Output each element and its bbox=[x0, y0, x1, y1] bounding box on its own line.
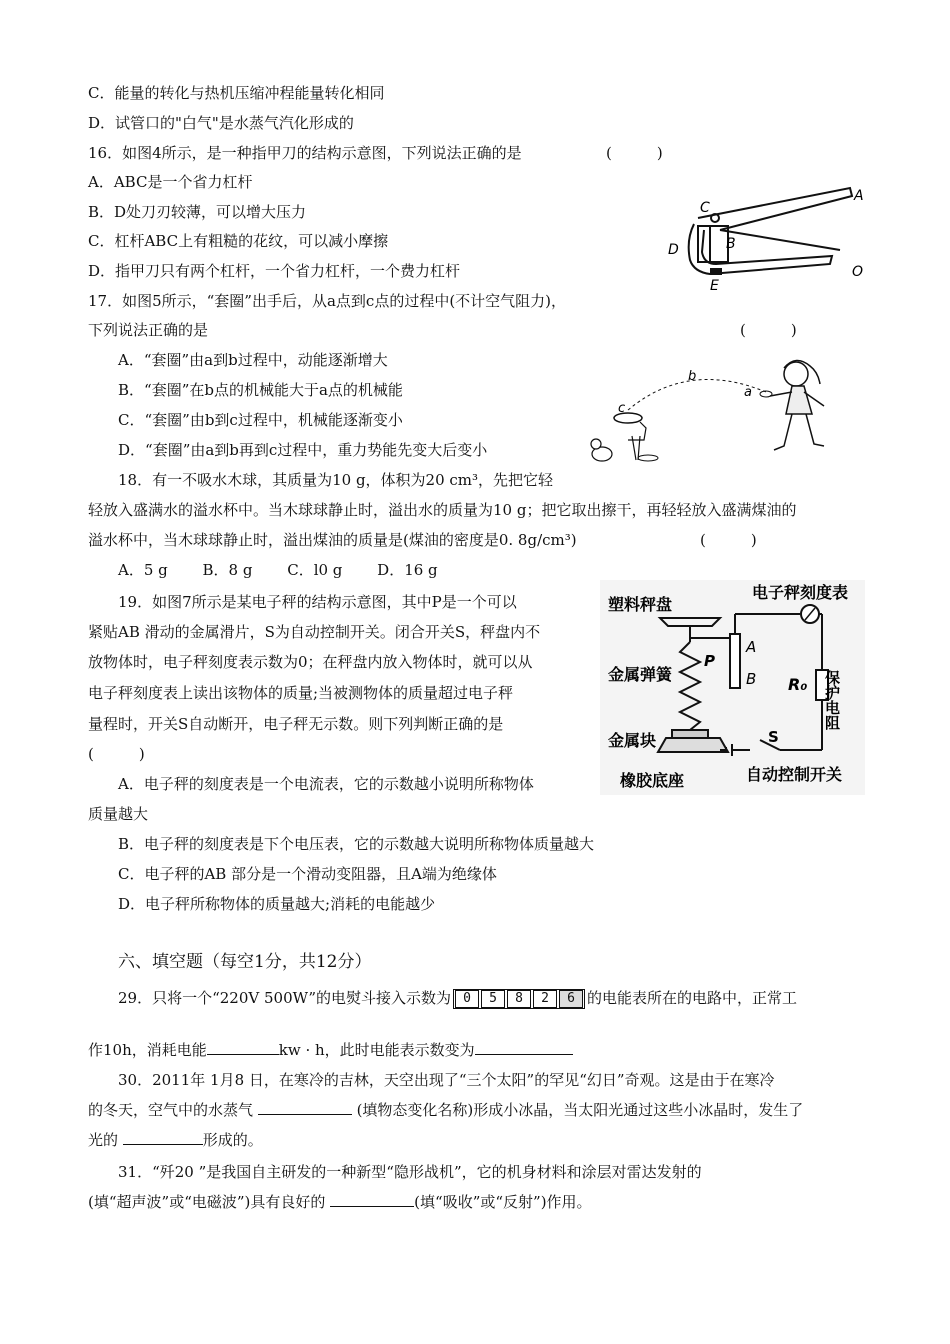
q17-answer-paren: ( ) bbox=[740, 321, 797, 339]
q29-line2-a: 作10h，消耗电能 bbox=[88, 1041, 207, 1059]
q30-line-2 bbox=[88, 1100, 803, 1120]
q29-pre: 29．只将一个“220V 500W”的电熨斗接入示数为 bbox=[118, 989, 451, 1007]
q19-line-5: 量程时，开关S自动断开，电子秤无示数。则下列判断正确的是 bbox=[88, 715, 504, 733]
electronic-scale-figure bbox=[600, 580, 865, 795]
section-6-title: 六、填空题（每空1分，共12分） bbox=[118, 952, 372, 972]
label-scale-meter: 电子秤刻度表 bbox=[752, 583, 849, 602]
q30-line2-a: 的冬天，空气中的水蒸气 bbox=[88, 1101, 254, 1119]
ring-toss-figure bbox=[588, 350, 850, 470]
q17-option-c: C．“套圈”由b到c过程中，机械能逐渐变小 bbox=[118, 411, 403, 429]
q30-line-3 bbox=[88, 1130, 263, 1150]
ring-point-a: a bbox=[744, 385, 752, 400]
nail-clipper-figure bbox=[660, 180, 870, 292]
ring-point-b: b bbox=[688, 369, 697, 384]
q29-line2-b: kw · h，此时电能表示数变为 bbox=[278, 1041, 475, 1059]
q30-blank-state-change[interactable] bbox=[258, 1100, 352, 1115]
q17-stem-2: 下列说法正确的是 bbox=[88, 321, 209, 339]
q19-line-1: 19．如图7所示是某电子秤的结构示意图，其中P是一个可以 bbox=[118, 593, 517, 611]
label-end-b: B bbox=[746, 670, 757, 688]
q16-option-c: C．杠杆ABC上有粗糙的花纹，可以减小摩擦 bbox=[88, 232, 389, 250]
meter-reading bbox=[453, 989, 585, 1009]
q18-options: A．5 g B．8 g C．l0 g D．16 g bbox=[118, 561, 438, 579]
q19-option-a-1: A．电子秤的刻度表是一个电流表，它的示数越小说明所称物体 bbox=[118, 775, 534, 793]
q15-option-c: C．能量的转化与热机压缩冲程能量转化相同 bbox=[88, 84, 385, 102]
clipper-label-e: E bbox=[710, 278, 719, 292]
label-auto-switch: 自动控制开关 bbox=[746, 765, 843, 784]
meter-digit: 6 bbox=[559, 990, 583, 1008]
label-switch-s: S bbox=[768, 728, 779, 746]
q30-line-1: 30．2011年 1月8 日，在寒冷的吉林，天空出现了“三个太阳”的罕见“幻日”奇观。这是由于在寒冷 bbox=[118, 1071, 775, 1089]
meter-digit: 0 bbox=[455, 990, 479, 1008]
q19-line-2: 紧贴AB 滑动的金属滑片，S为自动控制开关。闭合开关S，秤盘内不 bbox=[88, 623, 541, 641]
label-rubber-base: 橡胶底座 bbox=[620, 771, 685, 790]
meter-digit: 5 bbox=[481, 990, 505, 1008]
q19-option-c: C．电子秤的AB 部分是一个滑动变阻器，且A端为绝缘体 bbox=[118, 865, 497, 883]
label-metal-block: 金属块 bbox=[608, 731, 657, 750]
q29-post: 的电能表所在的电路中，正常工 bbox=[586, 989, 797, 1007]
label-protect-resistor: 保护电阻 bbox=[823, 670, 841, 730]
label-r0: R₀ bbox=[788, 675, 808, 694]
q30-line3-b: 形成的。 bbox=[202, 1131, 263, 1149]
clipper-label-o: O bbox=[852, 264, 864, 280]
q31-line2-a: (填“超声波”或“电磁波”)具有良好的 bbox=[88, 1193, 326, 1211]
q19-line-4: 电子秤刻度表上读出该物体的质量;当被测物体的质量超过电子秤 bbox=[88, 684, 514, 702]
q19-line-3: 放物体时，电子秤刻度表示数为0；在秤盘内放入物体时，就可以从 bbox=[88, 653, 533, 671]
ring-point-c: c bbox=[618, 401, 626, 416]
clipper-label-b: B bbox=[726, 236, 736, 252]
q29-line-1 bbox=[118, 988, 797, 1009]
label-plastic-pan: 塑料秤盘 bbox=[608, 595, 673, 614]
q30-line3-a: 光的 bbox=[88, 1131, 119, 1149]
q16-option-a: A．ABC是一个省力杠杆 bbox=[88, 173, 253, 191]
q16-option-b: B．D处刀刃较薄，可以增大压力 bbox=[88, 203, 307, 221]
q29-blank-energy[interactable] bbox=[207, 1040, 279, 1055]
q30-line2-b: (填物态变化名称)形成小冰晶，当太阳光通过这些小冰晶时，发生了 bbox=[356, 1101, 804, 1119]
q18-line-1: 18．有一不吸水木球，其质量为10 g，体积为20 cm³，先把它轻 bbox=[118, 471, 554, 489]
q17-option-d: D．“套圈”由a到b再到c过程中，重力势能先变大后变小 bbox=[118, 441, 488, 459]
q18-line-2: 轻放入盛满水的溢水杯中。当木球球静止时，溢出水的质量为10 g；把它取出擦干，再轻轻放入盛满煤油的 bbox=[88, 501, 797, 519]
q29-line-2 bbox=[88, 1040, 573, 1060]
q19-option-b: B．电子秤的刻度表是下个电压表，它的示数越大说明所称物体质量越大 bbox=[118, 835, 595, 853]
clipper-label-a: A bbox=[854, 188, 864, 204]
q29-blank-new-reading[interactable] bbox=[475, 1040, 573, 1055]
clipper-label-d: D bbox=[668, 242, 679, 258]
q30-blank-light[interactable] bbox=[123, 1130, 203, 1145]
toy-animals bbox=[591, 422, 646, 461]
girl-figure bbox=[770, 360, 824, 450]
q31-blank-effect[interactable] bbox=[330, 1192, 414, 1207]
q17-option-a: A．“套圈”由a到b过程中，动能逐渐增大 bbox=[118, 351, 388, 369]
q19-option-a-2: 质量越大 bbox=[88, 805, 149, 823]
label-end-a: A bbox=[746, 638, 757, 656]
q31-line-1: 31．“歼20 ”是我国自主研发的一种新型“隐形战机”，它的机身材料和涂层对雷达发射的 bbox=[118, 1163, 702, 1181]
q18-answer-paren: ( ) bbox=[700, 531, 757, 549]
q17-stem-1: 17．如图5所示，“套圈”出手后，从a点到c点的过程中(不计空气阻力)， bbox=[88, 292, 567, 310]
label-metal-spring: 金属弹簧 bbox=[608, 665, 673, 684]
q19-answer-paren: ( ) bbox=[88, 745, 145, 763]
q15-option-d: D．试管口的"白气"是水蒸气汽化形成的 bbox=[88, 114, 354, 132]
label-slider-p: P bbox=[704, 652, 715, 670]
clipper-label-c: C bbox=[700, 200, 710, 216]
q31-line-2 bbox=[88, 1192, 592, 1212]
q18-line-3: 溢水杯中，当木球球静止时，溢出煤油的质量是(煤油的密度是0. 8g/cm³) bbox=[88, 531, 577, 549]
q19-option-d: D．电子秤所称物体的质量越大;消耗的电能越少 bbox=[118, 895, 436, 913]
q17-option-b: B．“套圈”在b点的机械能大于a点的机械能 bbox=[118, 381, 403, 399]
meter-digit: 8 bbox=[507, 990, 531, 1008]
q16-answer-paren: ( ) bbox=[606, 144, 663, 162]
q31-line2-b: (填“吸收”或“反射”)作用。 bbox=[414, 1193, 592, 1211]
q16-stem: 16．如图4所示，是一种指甲刀的结构示意图，下列说法正确的是 bbox=[88, 144, 522, 162]
meter-digit: 2 bbox=[533, 990, 557, 1008]
q16-option-d: D．指甲刀只有两个杠杆，一个省力杠杆，一个费力杠杆 bbox=[88, 262, 461, 280]
